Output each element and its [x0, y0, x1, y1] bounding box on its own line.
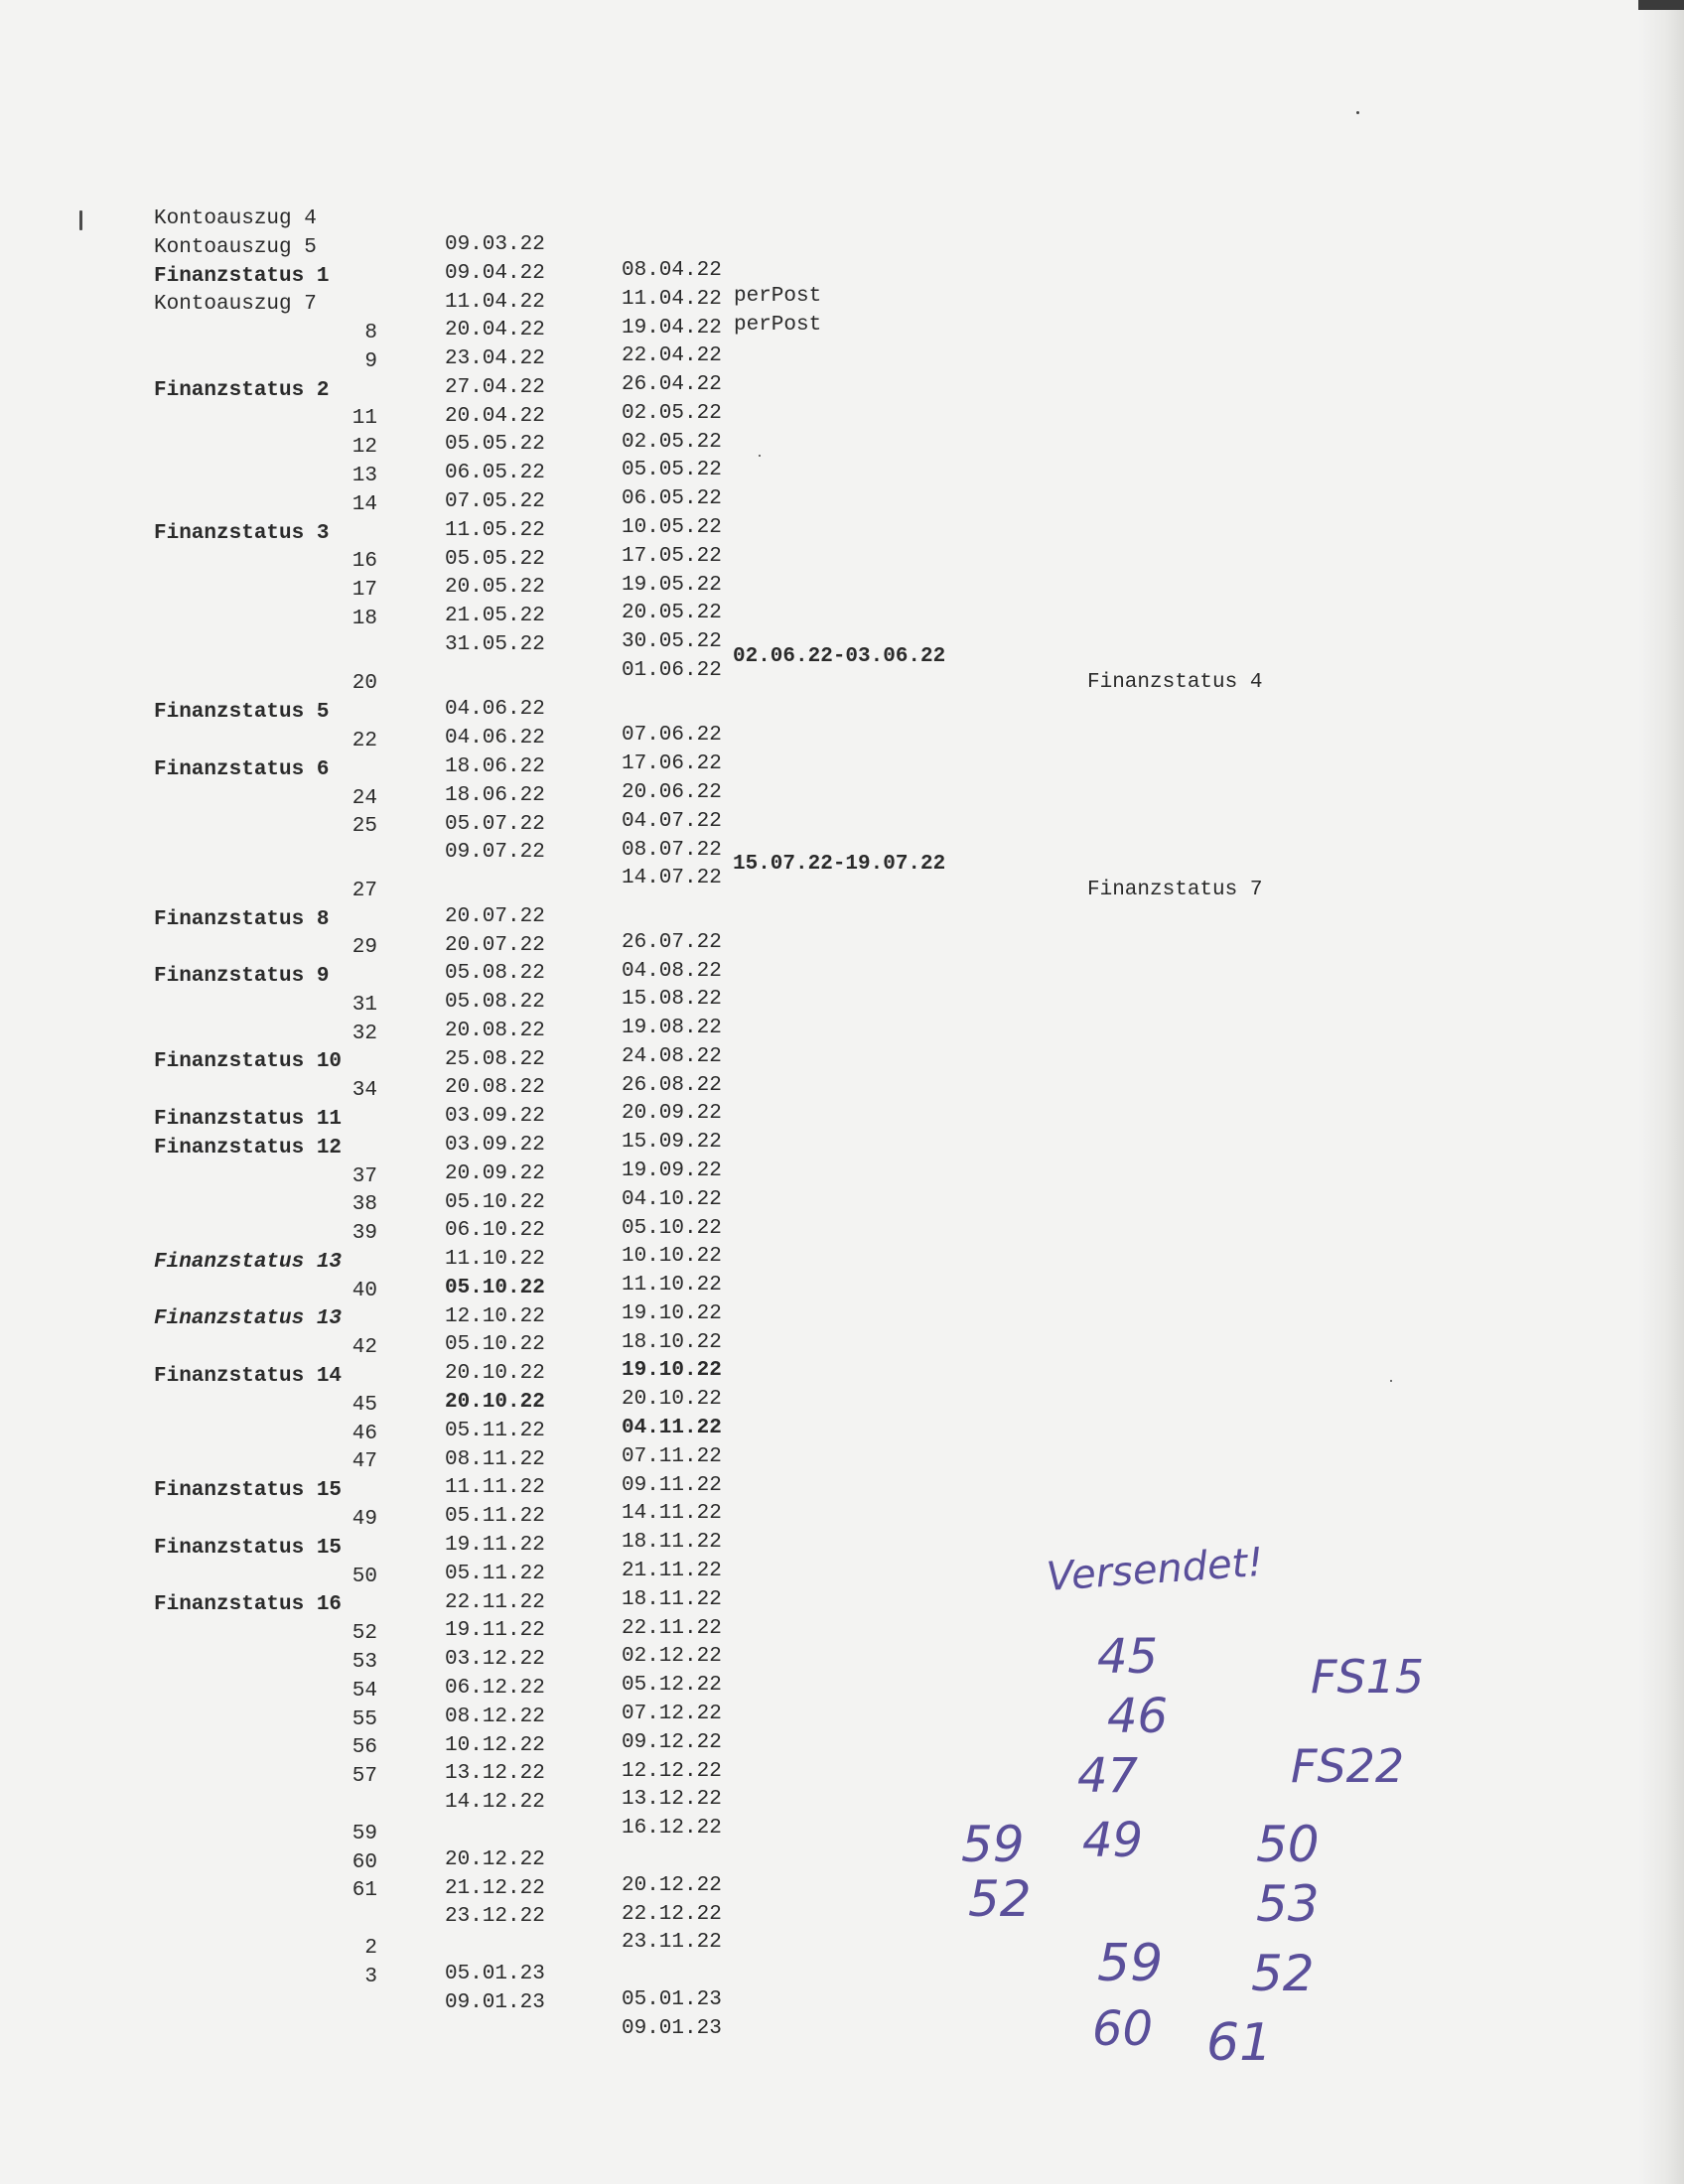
- handwritten-left-item: 47: [1077, 1748, 1139, 1804]
- row-to-date: 19.09.22: [622, 1160, 722, 1182]
- row-to-date: 18.11.22: [622, 1531, 722, 1554]
- row-label: 47: [351, 1450, 377, 1473]
- date-range: 02.06.22-03.06.22: [733, 645, 946, 668]
- row-label: 29: [351, 936, 377, 959]
- row-label: Finanzstatus 15: [154, 1479, 343, 1502]
- row-from-date: 31.05.22: [445, 633, 545, 656]
- row-from-date: 21.05.22: [445, 605, 545, 627]
- row-label: 52: [351, 1622, 377, 1645]
- handwritten-heading: Versendet!: [1045, 1539, 1265, 1600]
- row-from-date: 20.10.22: [445, 1362, 545, 1385]
- row-from-date: 04.06.22: [445, 727, 545, 750]
- row-from-date: 10.12.22: [445, 1734, 545, 1757]
- row-to-date: 04.07.22: [622, 810, 722, 833]
- row-label: 8: [364, 322, 377, 344]
- row-label: 37: [351, 1165, 377, 1188]
- stray-dot: [1356, 111, 1359, 114]
- handwritten-note: [943, 1529, 1539, 2124]
- row-label: 18: [351, 608, 377, 630]
- page-edge-shadow: [1638, 0, 1684, 2184]
- row-from-date: 19.11.22: [445, 1619, 545, 1642]
- page-edge-dark-strip: [1638, 0, 1684, 10]
- row-to-date: 19.10.22: [622, 1359, 722, 1382]
- row-label: Kontoauszug 7: [154, 293, 317, 316]
- row-to-date: 04.11.22: [622, 1417, 722, 1439]
- row-from-date: 05.08.22: [445, 962, 545, 985]
- row-label: Finanzstatus 12: [154, 1137, 343, 1160]
- row-from-date: 08.11.22: [445, 1448, 545, 1471]
- row-label: 56: [351, 1736, 377, 1759]
- row-label: Finanzstatus 2: [154, 379, 330, 402]
- row-from-date: 20.10.22: [445, 1391, 545, 1414]
- row-to-date: 11.10.22: [622, 1274, 722, 1297]
- row-to-date: 14.07.22: [622, 867, 722, 889]
- row-label: 55: [351, 1708, 377, 1731]
- row-from-date: 05.07.22: [445, 813, 545, 836]
- row-label: 53: [351, 1651, 377, 1674]
- row-to-date: 16.12.22: [622, 1817, 722, 1840]
- row-label: 12: [351, 436, 377, 459]
- row-from-date: 25.08.22: [445, 1048, 545, 1071]
- row-from-date: 11.10.22: [445, 1248, 545, 1271]
- row-label: Finanzstatus 16: [154, 1593, 343, 1616]
- row-from-date: 09.03.22: [445, 233, 545, 256]
- handwritten-right-item: 50: [1256, 1816, 1320, 1873]
- row-to-date: 07.06.22: [622, 724, 722, 747]
- row-from-date: 05.10.22: [445, 1277, 545, 1299]
- row-label: 11: [351, 407, 377, 430]
- handwritten-left-item: 49: [1082, 1813, 1144, 1868]
- row-from-date: 09.01.23: [445, 1991, 545, 2014]
- row-to-date: 17.06.22: [622, 752, 722, 775]
- row-label: 16: [351, 550, 377, 573]
- row-to-date: 19.05.22: [622, 574, 722, 597]
- row-label: 3: [364, 1966, 377, 1988]
- row-to-date: 06.05.22: [622, 487, 722, 510]
- row-to-date: 02.05.22: [622, 402, 722, 425]
- row-to-date: 01.06.22: [622, 659, 722, 682]
- row-label: Kontoauszug 4: [154, 207, 317, 230]
- row-from-date: 05.05.22: [445, 548, 545, 571]
- handwritten-right-item: 53: [1256, 1875, 1320, 1933]
- row-from-date: 18.06.22: [445, 784, 545, 807]
- row-from-date: 11.04.22: [445, 291, 545, 314]
- row-to-date: 20.12.22: [622, 1874, 722, 1897]
- row-to-date: 02.05.22: [622, 431, 722, 454]
- row-to-date: 05.01.23: [622, 1988, 722, 2011]
- row-note: perPost: [734, 314, 822, 337]
- handwritten-left-item: 59: [1097, 1934, 1164, 1993]
- row-to-date: 20.09.22: [622, 1102, 722, 1125]
- row-label: 14: [351, 493, 377, 516]
- row-from-date: 06.10.22: [445, 1219, 545, 1242]
- row-to-date: 13.12.22: [622, 1788, 722, 1811]
- row-label: Finanzstatus 8: [154, 908, 330, 931]
- row-to-date: 26.08.22: [622, 1074, 722, 1097]
- row-to-date: 20.05.22: [622, 602, 722, 624]
- row-to-date: 19.08.22: [622, 1017, 722, 1039]
- row-to-date: 11.04.22: [622, 288, 722, 311]
- handwritten-outer-item: 59: [961, 1816, 1025, 1873]
- row-from-date: 11.05.22: [445, 519, 545, 542]
- row-label: 27: [351, 880, 377, 902]
- row-label: 46: [351, 1423, 377, 1445]
- row-from-date: 05.01.23: [445, 1963, 545, 1985]
- row-from-date: 22.11.22: [445, 1591, 545, 1614]
- row-from-date: 05.11.22: [445, 1420, 545, 1442]
- row-label: Finanzstatus 5: [154, 701, 330, 724]
- row-to-date: 19.10.22: [622, 1302, 722, 1325]
- row-to-date: 14.11.22: [622, 1502, 722, 1525]
- handwritten-left-item: 46: [1107, 1689, 1169, 1744]
- row-from-date: 20.04.22: [445, 405, 545, 428]
- row-to-date: 26.04.22: [622, 373, 722, 396]
- row-label: Kontoauszug 5: [154, 236, 317, 259]
- row-from-date: 09.07.22: [445, 841, 545, 864]
- row-from-date: 20.07.22: [445, 905, 545, 928]
- row-to-date: 20.06.22: [622, 781, 722, 804]
- row-from-date: 09.04.22: [445, 262, 545, 285]
- row-to-date: 30.05.22: [622, 630, 722, 653]
- date-range: 15.07.22-19.07.22: [733, 853, 946, 876]
- row-to-date: 10.05.22: [622, 516, 722, 539]
- row-label: Finanzstatus 3: [154, 522, 330, 545]
- row-label: Finanzstatus 15: [154, 1537, 343, 1560]
- row-to-date: 09.12.22: [622, 1731, 722, 1754]
- row-to-date: 05.10.22: [622, 1217, 722, 1240]
- row-from-date: 05.10.22: [445, 1333, 545, 1356]
- row-label: 22: [351, 730, 377, 752]
- row-to-date: 10.10.22: [622, 1245, 722, 1268]
- row-from-date: 23.12.22: [445, 1905, 545, 1928]
- handwritten-left-item: 45: [1097, 1629, 1159, 1685]
- row-from-date: 06.05.22: [445, 462, 545, 484]
- row-from-date: 27.04.22: [445, 376, 545, 399]
- row-label: 32: [351, 1023, 377, 1045]
- row-label: 50: [351, 1566, 377, 1588]
- row-from-date: 20.12.22: [445, 1848, 545, 1871]
- handwritten-right-item: 61: [1206, 2013, 1273, 2073]
- row-to-date: 05.12.22: [622, 1674, 722, 1697]
- handwritten-right-item: 52: [1251, 1945, 1315, 2002]
- row-from-date: 14.12.22: [445, 1791, 545, 1814]
- row-label: 34: [351, 1079, 377, 1102]
- row-from-date: 03.09.22: [445, 1134, 545, 1157]
- row-from-date: 08.12.22: [445, 1706, 545, 1728]
- row-label: Finanzstatus 11: [154, 1108, 343, 1131]
- row-to-date: 08.04.22: [622, 259, 722, 282]
- row-to-date: 24.08.22: [622, 1045, 722, 1068]
- row-to-date: 09.11.22: [622, 1474, 722, 1497]
- row-from-date: 12.10.22: [445, 1305, 545, 1328]
- row-to-date: 04.08.22: [622, 960, 722, 983]
- row-label: 13: [351, 465, 377, 487]
- row-label: 31: [351, 994, 377, 1017]
- row-label: 40: [351, 1280, 377, 1302]
- row-from-date: 18.06.22: [445, 755, 545, 778]
- row-from-date: 05.11.22: [445, 1505, 545, 1528]
- row-label: 59: [351, 1823, 377, 1845]
- row-from-date: 04.06.22: [445, 698, 545, 721]
- row-to-date: 15.09.22: [622, 1131, 722, 1154]
- row-from-date: 20.09.22: [445, 1162, 545, 1185]
- row-label: 61: [351, 1879, 377, 1902]
- row-to-date: 22.12.22: [622, 1903, 722, 1926]
- row-to-date: 12.12.22: [622, 1760, 722, 1783]
- row-from-date: 21.12.22: [445, 1877, 545, 1900]
- row-from-date: 03.12.22: [445, 1648, 545, 1671]
- row-label: 49: [351, 1508, 377, 1531]
- row-label: 20: [351, 672, 377, 695]
- handwritten-outer-item: 52: [968, 1870, 1032, 1928]
- row-label: 60: [351, 1851, 377, 1874]
- row-to-date: 09.01.23: [622, 2017, 722, 2040]
- row-from-date: 05.10.22: [445, 1191, 545, 1214]
- row-to-date: 22.11.22: [622, 1617, 722, 1640]
- row-label: 2: [364, 1937, 377, 1960]
- row-from-date: 05.11.22: [445, 1563, 545, 1585]
- range-aside-label: Finanzstatus 4: [1087, 671, 1263, 694]
- row-from-date: 20.04.22: [445, 319, 545, 341]
- row-label: 24: [351, 787, 377, 810]
- row-label: 39: [351, 1222, 377, 1245]
- row-label: 42: [351, 1336, 377, 1359]
- row-label: Finanzstatus 14: [154, 1365, 343, 1388]
- row-to-date: 07.12.22: [622, 1703, 722, 1725]
- row-from-date: 06.12.22: [445, 1677, 545, 1700]
- row-to-date: 21.11.22: [622, 1560, 722, 1582]
- row-to-date: 15.08.22: [622, 988, 722, 1011]
- row-to-date: 20.10.22: [622, 1388, 722, 1411]
- row-label: 45: [351, 1394, 377, 1417]
- row-from-date: 20.08.22: [445, 1076, 545, 1099]
- row-to-date: 02.12.22: [622, 1645, 722, 1668]
- row-label: 38: [351, 1193, 377, 1216]
- handwritten-right-item: FS22: [1291, 1739, 1405, 1793]
- row-to-date: 23.11.22: [622, 1931, 722, 1954]
- row-label: 17: [351, 579, 377, 602]
- row-label: Finanzstatus 9: [154, 965, 330, 988]
- row-to-date: 18.11.22: [622, 1588, 722, 1611]
- row-from-date: 19.11.22: [445, 1534, 545, 1557]
- row-to-date: 04.10.22: [622, 1188, 722, 1211]
- row-note: perPost: [734, 285, 822, 308]
- row-label: Finanzstatus 1: [154, 265, 330, 288]
- row-to-date: 26.07.22: [622, 931, 722, 954]
- handwritten-left-item: 60: [1092, 2001, 1154, 2057]
- row-to-date: 07.11.22: [622, 1445, 722, 1468]
- row-label: 9: [364, 350, 377, 373]
- row-to-date: 05.05.22: [622, 459, 722, 481]
- row-from-date: 03.09.22: [445, 1105, 545, 1128]
- row-label: Finanzstatus 6: [154, 758, 330, 781]
- row-from-date: 11.11.22: [445, 1476, 545, 1499]
- row-label: Finanzstatus 13: [154, 1251, 343, 1274]
- row-label: 57: [351, 1765, 377, 1788]
- row-from-date: 13.12.22: [445, 1762, 545, 1785]
- row-from-date: 05.05.22: [445, 433, 545, 456]
- row-from-date: 20.08.22: [445, 1020, 545, 1042]
- row-label: 25: [351, 815, 377, 838]
- handwritten-right-item: FS15: [1311, 1650, 1425, 1704]
- row-to-date: 22.04.22: [622, 344, 722, 367]
- row-to-date: 17.05.22: [622, 545, 722, 568]
- row-from-date: 07.05.22: [445, 490, 545, 513]
- row-to-date: 08.07.22: [622, 839, 722, 862]
- row-from-date: 05.08.22: [445, 991, 545, 1014]
- row-from-date: 20.05.22: [445, 576, 545, 599]
- row-to-date: 18.10.22: [622, 1331, 722, 1354]
- row-label: Finanzstatus 10: [154, 1050, 343, 1073]
- row-to-date: 19.04.22: [622, 317, 722, 340]
- row-label: Finanzstatus 13: [154, 1307, 343, 1330]
- row-from-date: 20.07.22: [445, 934, 545, 957]
- row-label: 54: [351, 1680, 377, 1703]
- range-aside-label: Finanzstatus 7: [1087, 879, 1263, 901]
- row-from-date: 23.04.22: [445, 347, 545, 370]
